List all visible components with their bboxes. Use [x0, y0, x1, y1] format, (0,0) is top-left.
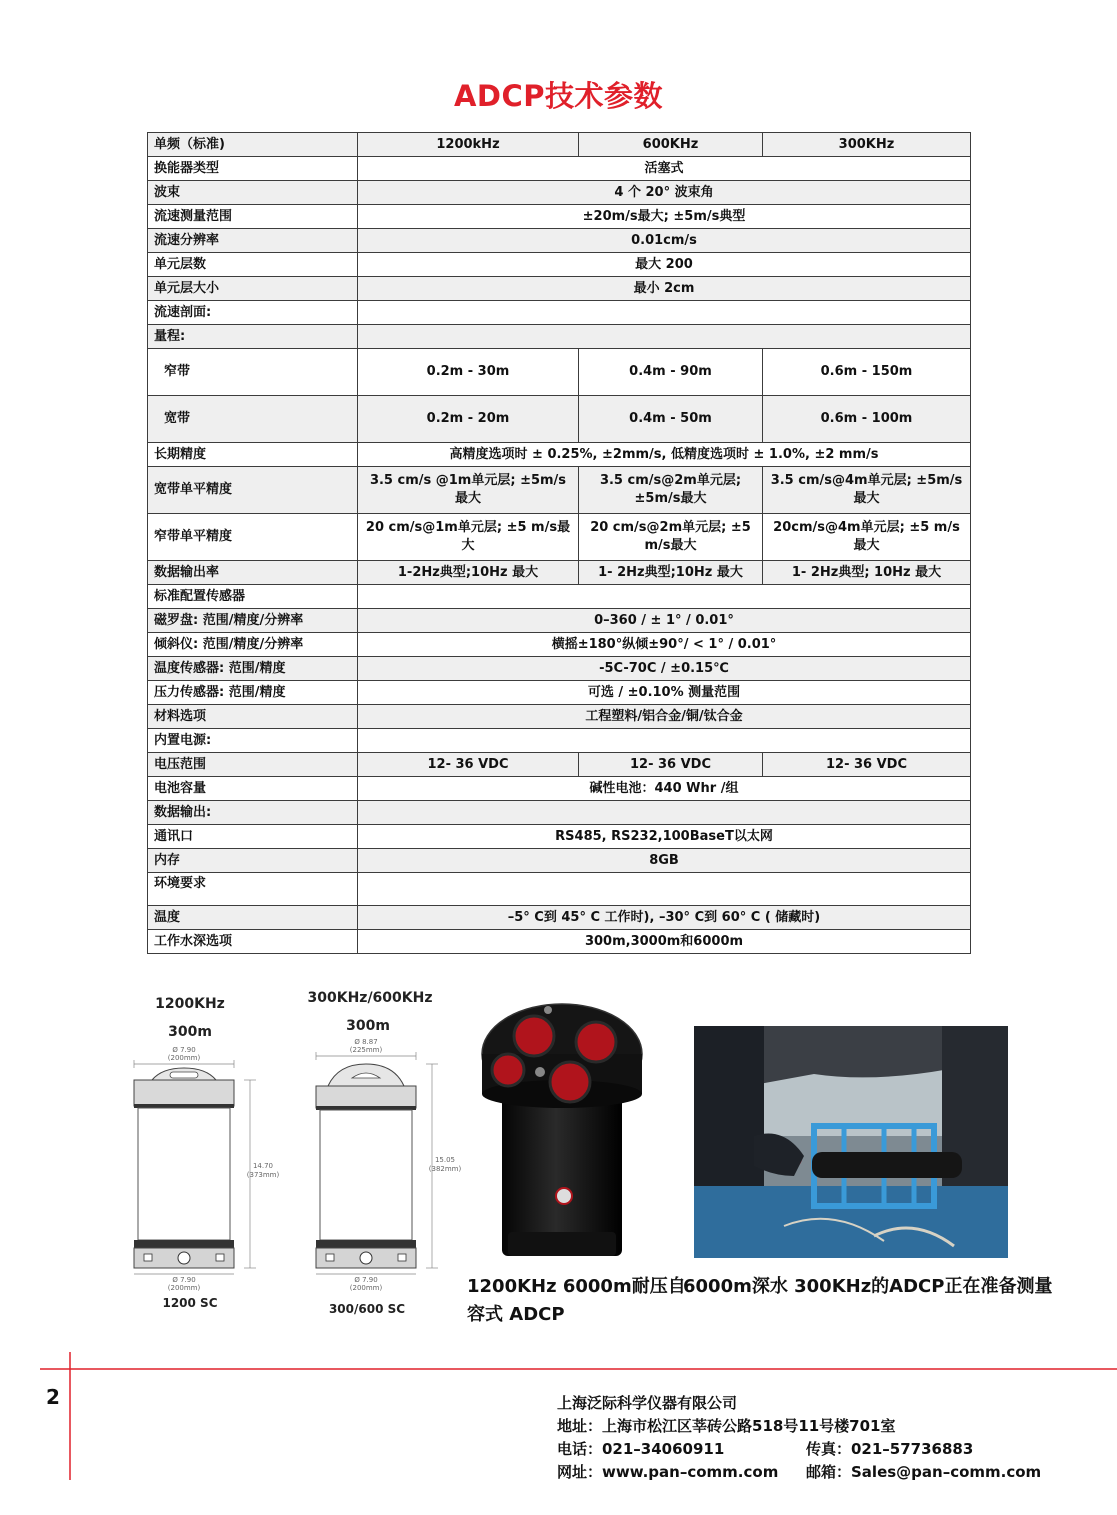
table-row: [148, 753, 971, 777]
cell: 300m,3000m和6000m: [358, 930, 971, 954]
drawing-1200-sc: [122, 1042, 282, 1312]
table-row: [148, 253, 971, 277]
row-label: 窄带: [148, 349, 358, 396]
spec-table: [147, 132, 971, 954]
drawing2-caption-line2: 300m: [346, 1018, 390, 1034]
row-label: 倾斜仪: 范围/精度/分辨率: [148, 633, 358, 657]
drawing2-top-dim-mm: (225mm): [349, 1046, 383, 1054]
row-label: 环境要求: [148, 873, 358, 906]
drawing2-height-dim-mm: (382mm): [428, 1165, 462, 1173]
cell: [358, 801, 971, 825]
drawing2-bottom-dim: Ø 7.90: [354, 1276, 378, 1284]
table-row: [148, 849, 971, 873]
drawing1-top-dim-mm: (200mm): [167, 1054, 201, 1062]
drawing2-height-dim: 15.05: [434, 1156, 456, 1164]
company-fax: 传真：021–57736883: [806, 1440, 974, 1458]
cell: [358, 729, 971, 753]
cell: 1-2Hz典型;10Hz 最大: [358, 561, 579, 585]
row-label: 电压范围: [148, 753, 358, 777]
company-name: 上海泛际科学仪器有限公司: [557, 1394, 738, 1412]
table-row: [148, 349, 971, 396]
cell: 0.6m - 100m: [763, 396, 971, 443]
cell: 高精度选项时 ± 0.25%, ±2mm/s, 低精度选项时 ± 1.0%, ±2 mm/s: [358, 443, 971, 467]
table-row: [148, 609, 971, 633]
drawing2-model-label: 300/600 SC: [328, 1302, 406, 1316]
row-label: 波束: [148, 181, 358, 205]
cell: 1200kHz: [358, 133, 579, 157]
cell: 3.5 cm/s@4m单元层; ±5m/s最大: [763, 467, 971, 514]
company-website: 网址：www.pan–comm.com: [557, 1463, 779, 1481]
cell: 碱性电池：440 Whr /组: [358, 777, 971, 801]
cell: RS485, RS232,100BaseT以太网: [358, 825, 971, 849]
table-row: [148, 277, 971, 301]
company-address: 地址：上海市松江区莘砖公路518号11号楼701室: [557, 1417, 896, 1435]
drawing1-height-dim: 14.70: [252, 1162, 274, 1170]
drawing1-caption-line1: 1200KHz: [155, 996, 225, 1012]
page-number: 2: [46, 1385, 60, 1409]
cell: 20cm/s@4m单元层; ±5 m/s最大: [763, 514, 971, 561]
cell: ±20m/s最大; ±5m/s典型: [358, 205, 971, 229]
table-row: [148, 301, 971, 325]
table-row: [148, 585, 971, 609]
deployment-scene: [694, 1026, 1008, 1258]
cell: 最小 2cm: [358, 277, 971, 301]
row-label: 数据输出率: [148, 561, 358, 585]
cell: 横摇±180°纵倾±90°/ < 1° / 0.01°: [358, 633, 971, 657]
table-row: [148, 825, 971, 849]
table-row: [148, 396, 971, 443]
deployment-photo: [694, 1026, 1008, 1258]
row-label: 标准配置传感器: [148, 585, 358, 609]
row-label: 宽带单平精度: [148, 467, 358, 514]
row-label: 长期精度: [148, 443, 358, 467]
row-label: 单元层大小: [148, 277, 358, 301]
row-label: 单元层数: [148, 253, 358, 277]
company-email: 邮箱：Sales@pan–comm.com: [806, 1463, 1042, 1481]
cell: 12- 36 VDC: [763, 753, 971, 777]
cell: 0.2m - 20m: [358, 396, 579, 443]
cell: -5C-70C / ±0.15℃: [358, 657, 971, 681]
cell: 0.6m - 150m: [763, 349, 971, 396]
drawing2-caption-line1: 300KHz/600KHz: [307, 990, 433, 1006]
table-row: [148, 681, 971, 705]
row-label: 压力传感器: 范围/精度: [148, 681, 358, 705]
table-row: [148, 657, 971, 681]
drawing1-top-dim: Ø 7.90: [172, 1046, 196, 1054]
cell: 600KHz: [579, 133, 763, 157]
table-row: [148, 181, 971, 205]
cell: 最大 200: [358, 253, 971, 277]
row-label: 工作水深选项: [148, 930, 358, 954]
row-label: 流速剖面:: [148, 301, 358, 325]
cell: 可选 / ±0.10% 测量范围: [358, 681, 971, 705]
cell: 0.01cm/s: [358, 229, 971, 253]
row-label: 换能器类型: [148, 157, 358, 181]
table-row: [148, 729, 971, 753]
cell: [358, 301, 971, 325]
table-row: [148, 157, 971, 181]
table-row: [148, 514, 971, 561]
drawing1-bottom-dim-mm: (200mm): [167, 1284, 201, 1292]
cell: 工程塑料/铝合金/铜/钛合金: [358, 705, 971, 729]
cell: 8GB: [358, 849, 971, 873]
table-row: [148, 777, 971, 801]
photo1-caption-line2: 容式 ADCP: [467, 1304, 565, 1325]
cell: 0.2m - 30m: [358, 349, 579, 396]
table-row: [148, 205, 971, 229]
row-label: 流速分辨率: [148, 229, 358, 253]
adcp-device-photo: [478, 996, 658, 1264]
table-row: [148, 133, 971, 157]
cell: 0–360 / ± 1° / 0.01°: [358, 609, 971, 633]
row-label: 量程:: [148, 325, 358, 349]
cell: 0.4m - 90m: [579, 349, 763, 396]
cell: 12- 36 VDC: [579, 753, 763, 777]
drawing2-top-dim: Ø 8.87: [354, 1038, 378, 1046]
table-row: [148, 906, 971, 930]
cell: [358, 585, 971, 609]
photo2-caption: 6000m深水 300KHz的ADCP正在准备测量: [683, 1276, 1053, 1297]
row-label: 宽带: [148, 396, 358, 443]
cell: 20 cm/s@2m单元层; ±5 m/s最大: [579, 514, 763, 561]
table-row: [148, 930, 971, 954]
cell: 0.4m - 50m: [579, 396, 763, 443]
row-label: 电池容量: [148, 777, 358, 801]
drawing2-bottom-dim-mm: (200mm): [349, 1284, 383, 1292]
row-label: 数据输出:: [148, 801, 358, 825]
cell: 20 cm/s@1m单元层; ±5 m/s最大: [358, 514, 579, 561]
table-row: [148, 467, 971, 514]
cell: –5° C到 45° C 工作时), –30° C到 60° C ( 储藏时): [358, 906, 971, 930]
company-phone: 电话：021–34060911: [557, 1440, 725, 1458]
row-label: 流速测量范围: [148, 205, 358, 229]
drawing1-height-dim-mm: (373mm): [246, 1171, 280, 1179]
table-row: [148, 873, 971, 906]
photo1-caption-line1: 1200KHz 6000m耐压自: [467, 1276, 686, 1297]
drawing1-caption-line2: 300m: [168, 1024, 212, 1040]
cell: 活塞式: [358, 157, 971, 181]
drawing1-model-label: 1200 SC: [162, 1296, 218, 1310]
cell: 3.5 cm/s@2m单元层; ±5m/s最大: [579, 467, 763, 514]
cell: 3.5 cm/s @1m单元层; ±5m/s最大: [358, 467, 579, 514]
row-label: 通讯口: [148, 825, 358, 849]
table-row: [148, 443, 971, 467]
row-label: 窄带单平精度: [148, 514, 358, 561]
drawing1-bottom-dim: Ø 7.90: [172, 1276, 196, 1284]
cell: 300KHz: [763, 133, 971, 157]
drawing-300-600-sc: [304, 1034, 464, 1312]
table-row: [148, 561, 971, 585]
cell: 1- 2Hz典型; 10Hz 最大: [763, 561, 971, 585]
cell: [358, 325, 971, 349]
cell: 12- 36 VDC: [358, 753, 579, 777]
table-row: [148, 325, 971, 349]
row-label: 温度传感器: 范围/精度: [148, 657, 358, 681]
row-label: 内存: [148, 849, 358, 873]
page-title: ADCP技术参数: [453, 79, 664, 113]
row-label: 温度: [148, 906, 358, 930]
cell: [358, 873, 971, 906]
table-row: [148, 801, 971, 825]
cell: 4 个 20° 波束角: [358, 181, 971, 205]
row-label: 内置电源:: [148, 729, 358, 753]
row-label: 单频（标准): [148, 133, 358, 157]
row-label: 磁罗盘: 范围/精度/分辨率: [148, 609, 358, 633]
cell: 1- 2Hz典型;10Hz 最大: [579, 561, 763, 585]
table-row: [148, 633, 971, 657]
table-row: [148, 229, 971, 253]
row-label: 材料选项: [148, 705, 358, 729]
table-row: [148, 705, 971, 729]
